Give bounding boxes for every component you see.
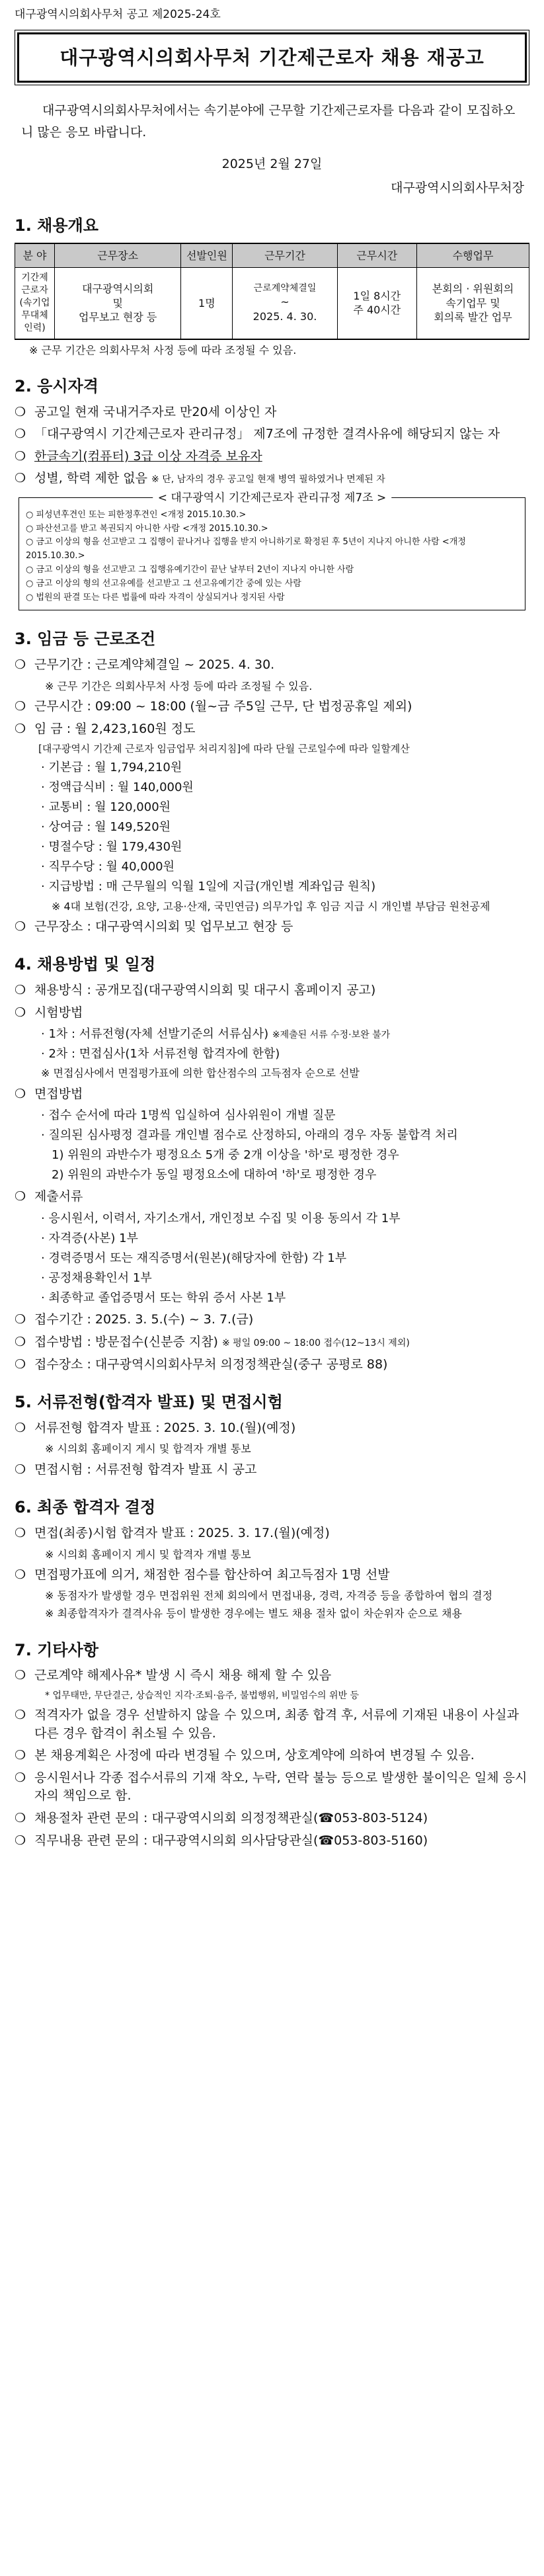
notice-date: 2025년 2월 27일: [221, 157, 323, 172]
final-text: 면접(최종)시험 합격자 발표 : 2025. 3. 17.(월)(예정): [34, 1525, 330, 1540]
final-note: ※ 시의회 홈페이지 게시 및 합격자 개별 통보: [45, 1548, 251, 1561]
cell-hours-line-2: 주 40시간: [353, 304, 401, 317]
regulation-line: ○ 금고 이상의 형을 선고받고 그 집행유예기간이 끝난 날부터 2년이 지나지 아니한 사람: [26, 565, 354, 575]
notice-issuer: 대구광역시의회사무처장: [391, 180, 524, 195]
misc-text: 응시원서나 각종 접수서류의 기재 착오, 누락, 연락 불능 등으로 발생한 불이익은 일체 응시자의 책임으로 함.: [34, 1770, 527, 1804]
cell-duty-line-1: 본회의 · 위원회의: [432, 282, 514, 296]
cell-period-line-1: 근로계약체결일: [253, 283, 317, 294]
circle-bullet-icon: ❍: [15, 721, 26, 736]
notice-title: 대구광역시의회사무처 기간제근로자 채용 재공고: [17, 32, 527, 83]
condition-text: 근무장소 : 대구광역시의회 및 업무보고 현장 등: [34, 919, 293, 934]
qualification-text: 성별, 학력 제한 없음: [34, 471, 147, 486]
document-item: · 응시원서, 이력서, 자기소개서, 개인정보 수집 및 이용 동의서 각 1부: [41, 1211, 401, 1226]
circle-bullet-icon: ❍: [15, 1668, 26, 1683]
circle-bullet-icon: ❍: [15, 1356, 26, 1372]
period-note: ※ 근무 기간은 의회사무처 사정 등에 따라 조정될 수 있음.: [45, 679, 313, 692]
cell-place-line-2: 및: [112, 296, 123, 310]
method-item: [15, 1333, 529, 1352]
exam-stage-1-text: · 1차 : 서류전형(자체 선발기준의 서류심사): [41, 1027, 269, 1042]
condition-item: [15, 656, 529, 675]
contact-item: [15, 1809, 529, 1828]
cell-place-line-3: 업무보고 현장 등: [79, 311, 157, 324]
section-4-title: 4. 채용방법 및 일정: [15, 955, 156, 974]
qualification-item: [15, 470, 529, 488]
section-7-title: 7. 기타사항: [15, 1640, 98, 1659]
termination-note: * 업무태만, 무단결근, 상습적인 지각·조퇴·음주, 불법행위, 비밀엄수의 위반 등: [45, 1690, 360, 1701]
cell-place-line-1: 대구광역시의회: [82, 282, 154, 296]
condition-item: [15, 918, 529, 936]
final-text: 면접평가표에 의거, 채점한 점수를 합산하여 최고득점자 1명 선발: [34, 1567, 390, 1582]
method-item: [15, 1188, 529, 1206]
contact-text: 직무내용 관련 문의 : 대구광역시의회 의사담당관실(☎053-803-5160): [34, 1833, 428, 1848]
qualification-text: 공고일 현재 국내거주자로 만20세 이상인 자: [34, 404, 277, 419]
misc-text: 적격자가 없을 경우 선발하지 않을 수 있으며, 최종 합격 후, 서류에 기재된 내용이 사실과 다른 경우 합격이 취소될 수 있음.: [34, 1708, 519, 1741]
insurance-note: ※ 4대 보험(건강, 요양, 고용·산재, 국민연금) 의무가입 후 임금 지급 시 개인별 부담금 원천공제: [52, 899, 490, 913]
misc-item: [15, 1706, 529, 1743]
condition-text: 근무기간 : 근로계약체결일 ~ 2025. 4. 30.: [34, 657, 275, 673]
method-text: 접수기간 : 2025. 3. 5.(수) ~ 3. 7.(금): [34, 1312, 254, 1327]
header-count: 선발인원: [181, 243, 233, 268]
circle-bullet-icon: ❍: [15, 919, 26, 934]
wage-item: · 명절수당 : 월 179,430원: [41, 840, 182, 854]
method-item: [15, 1311, 529, 1329]
interview-item: · 접수 순서에 따라 1명씩 입실하여 심사위원이 개별 질문: [41, 1108, 336, 1123]
circle-bullet-icon: ❍: [15, 1525, 26, 1540]
circle-bullet-icon: ❍: [15, 1770, 26, 1785]
circle-bullet-icon: ❍: [15, 1833, 26, 1848]
document-item: · 공정채용확인서 1부: [41, 1271, 152, 1286]
intro-paragraph: 대구광역시의회사무처에서는 속기분야에 근무할 기간제근로자를 다음과 같이 모집하오니 많은 응모 바랍니다.: [21, 103, 516, 140]
contact-item: [15, 1832, 529, 1850]
screening-text: 서류전형 합격자 발표 : 2025. 3. 10.(월)(예정): [34, 1420, 296, 1435]
method-text: 제출서류: [34, 1189, 83, 1204]
interview-item: · 질의된 심사평정 결과를 개인별 점수로 산정하되, 아래의 경우 자동 불합격 처리: [41, 1128, 458, 1143]
cell-duty-line-2: 속기업무 및: [446, 296, 500, 310]
circle-bullet-icon: ❍: [15, 983, 26, 998]
section-1-title: 1. 채용개요: [15, 216, 98, 235]
exam-note: ※ 면접심사에서 면접평가표에 의한 합산점수의 고득점자 순으로 선발: [41, 1067, 360, 1080]
method-item: [15, 1085, 529, 1104]
screening-note: ※ 시의회 홈페이지 게시 및 합격자 개별 통보: [45, 1442, 251, 1456]
misc-text: 본 채용계획은 사정에 따라 변경될 수 있으며, 상호계약에 의하여 변경될 수 있음.: [34, 1748, 475, 1763]
condition-text: 임 금 : 월 2,423,160원 정도: [34, 721, 196, 736]
section-6-title: 6. 최종 합격자 결정: [15, 1498, 156, 1517]
regulation-line: ○ 금고 이상의 형의 선고유예를 선고받고 그 선고유예기간 중에 있는 사람: [26, 578, 301, 589]
circle-bullet-icon: ❍: [15, 1005, 26, 1020]
regulation-line: ○ 법원의 판결 또는 다른 법률에 따라 자격이 상실되거나 정지된 사람: [26, 592, 285, 602]
circle-bullet-icon: ❍: [15, 404, 26, 419]
replacement-note: ※ 최종합격자가 결격사유 등이 발생한 경우에는 별도 채용 절차 없이 차순위자 순으로 채용: [45, 1607, 462, 1620]
military-note: ※ 단, 남자의 경우 공고일 현재 병역 필하였거나 면제된 자: [151, 474, 385, 485]
condition-item: [15, 720, 529, 739]
circle-bullet-icon: ❍: [15, 699, 26, 714]
final-item: [15, 1566, 529, 1585]
cell-duty-line-3: 회의록 발간 업무: [434, 311, 512, 324]
cell-count: 1명: [181, 268, 233, 339]
circle-bullet-icon: ❍: [15, 1312, 26, 1327]
wage-item: · 교통비 : 월 120,000원: [41, 800, 171, 815]
overview-data-row: [15, 268, 529, 339]
circle-bullet-icon: ❍: [15, 1086, 26, 1101]
method-text: 접수방법 : 방문접수(신분증 지참): [34, 1334, 218, 1349]
regulation-box: [19, 491, 525, 611]
circle-bullet-icon: ❍: [15, 448, 26, 464]
header-duty: 수행업무: [417, 243, 529, 268]
cell-duty: [417, 268, 529, 339]
screening-item: [15, 1461, 529, 1479]
exam-stage-1: [15, 1026, 529, 1043]
interview-item: 2) 위원의 과반수가 동일 평정요소에 대하여 '하'로 평정한 경우: [52, 1168, 377, 1183]
section-3-title: 3. 임금 등 근로조건: [15, 630, 156, 649]
method-text: 채용방식 : 공개모집(대구광역시의회 및 대구시 홈페이지 공고): [34, 983, 376, 998]
circle-bullet-icon: ❍: [15, 1748, 26, 1763]
interview-item: 1) 위원의 과반수가 평정요소 5개 중 2개 이상을 '하'로 평정한 경우: [52, 1148, 399, 1163]
condition-text: 근무시간 : 09:00 ~ 18:00 (월~금 주5일 근무, 단 법정공휴일 제외): [34, 699, 412, 714]
regulation-title: < 대구광역시 기간제근로자 관리규정 제7조 >: [153, 490, 392, 507]
circle-bullet-icon: ❍: [15, 1334, 26, 1349]
circle-bullet-icon: ❍: [15, 427, 26, 442]
section-5-title: 5. 서류전형(합격자 발표) 및 면접시험: [15, 1393, 283, 1412]
cell-period-line-2: ~: [280, 296, 290, 309]
qualification-text: 한글속기(컴퓨터) 3급 이상 자격증 보유자: [34, 448, 262, 464]
qualification-item: [15, 448, 529, 466]
tie-note: ※ 동점자가 발생할 경우 면접위원 전체 회의에서 면접내용, 경력, 자격증 등을 종합하여 협의 결정: [45, 1589, 493, 1602]
cell-period-line-3: 2025. 4. 30.: [253, 310, 317, 323]
misc-item: [15, 1747, 529, 1765]
circle-bullet-icon: ❍: [15, 1462, 26, 1477]
circle-bullet-icon: ❍: [15, 1567, 26, 1582]
contact-text: 채용절차 관련 문의 : 대구광역시의회 의정정책관실(☎053-803-5124): [34, 1810, 428, 1825]
method-item: [15, 1356, 529, 1374]
wage-note: [대구광역시 기간제 근로자 임금업무 처리지침]에 따라 단월 근로일수에 따라 일할계산: [38, 743, 410, 755]
method-text: 시험방법: [34, 1005, 83, 1020]
condition-item: [15, 698, 529, 716]
header-hours: 근무시간: [337, 243, 416, 268]
section-2-title: 2. 응시자격: [15, 376, 98, 395]
cell-field: 기간제근로자(속기업무대체인력): [15, 268, 55, 339]
circle-bullet-icon: ❍: [15, 1189, 26, 1204]
header-field: 분 야: [15, 243, 55, 268]
regulation-line: ○ 파산선고를 받고 복권되지 아니한 사람 <개정 2015.10.30.>: [26, 523, 268, 534]
circle-bullet-icon: ❍: [15, 1708, 26, 1723]
wage-item: · 정액급식비 : 월 140,000원: [41, 780, 194, 794]
wage-item: · 상여금 : 월 149,520원: [41, 820, 171, 835]
circle-bullet-icon: ❍: [15, 1810, 26, 1825]
cell-hours: [337, 268, 416, 339]
overview-header-row: [15, 243, 529, 268]
misc-item: [15, 1667, 529, 1685]
cell-hours-line-1: 1일 8시간: [353, 289, 401, 302]
circle-bullet-icon: ❍: [15, 471, 26, 486]
qualification-text: 「대구광역시 기간제근로자 관리규정」 제7조에 규정한 결격사유에 해당되지 않는 자: [34, 427, 500, 442]
document-item: · 최종학교 졸업증명서 또는 학위 증서 사본 1부: [41, 1291, 286, 1306]
circle-bullet-icon: ❍: [15, 657, 26, 673]
regulation-line: ○ 피성년후견인 또는 피한정후견인 <개정 2015.10.30.>: [26, 509, 247, 520]
overview-table: [15, 243, 529, 340]
wage-item: · 지급방법 : 매 근무월의 익월 1일에 지급(개인별 계좌입금 원칙): [41, 880, 376, 894]
cell-place: [55, 268, 181, 339]
notice-number: 대구광역시의회사무처 공고 제2025-24호: [15, 8, 221, 21]
misc-item: [15, 1769, 529, 1806]
screening-item: [15, 1419, 529, 1438]
overview-note: ※ 근무 기간은 의회사무처 사정 등에 따라 조정될 수 있음.: [29, 343, 297, 356]
cell-period: [233, 268, 337, 339]
misc-text: 근로계약 해제사유* 발생 시 즉시 채용 해제 할 수 있음: [34, 1668, 332, 1683]
final-item: [15, 1524, 529, 1543]
header-period: 근무기간: [233, 243, 337, 268]
document-item: · 자격증(사본) 1부: [41, 1231, 138, 1246]
reception-hours-note: ※ 평일 09:00 ~ 18:00 접수(12~13시 제외): [222, 1337, 410, 1349]
exam-stage-1-note: ※제출된 서류 수정·보완 불가: [272, 1030, 391, 1041]
qualification-item: [15, 403, 529, 422]
method-item: [15, 1004, 529, 1022]
circle-bullet-icon: ❍: [15, 1420, 26, 1435]
qualification-item: [15, 425, 529, 444]
method-text: 접수장소 : 대구광역시의회사무처 의정정책관실(중구 공평로 88): [34, 1356, 388, 1372]
document-item: · 경력증명서 또는 재직증명서(원본)(해당자에 한함) 각 1부: [41, 1251, 347, 1266]
exam-stage-2: · 2차 : 면접심사(1차 서류전형 합격자에 한함): [41, 1047, 280, 1061]
method-item: [15, 981, 529, 1000]
method-text: 면접방법: [34, 1086, 83, 1101]
header-place: 근무장소: [55, 243, 181, 268]
wage-item: · 기본급 : 월 1,794,210원: [41, 760, 182, 774]
wage-item: · 직무수당 : 월 40,000원: [41, 860, 175, 874]
regulation-line: ○ 금고 이상의 형을 선고받고 그 집행이 끝나거나 집행을 받지 아니하기로 확정된 후 5년이 지나지 아니한 사람 <개정 2015.10.30.>: [26, 537, 466, 561]
screening-text: 면접시험 : 서류전형 합격자 발표 시 공고: [34, 1462, 257, 1477]
